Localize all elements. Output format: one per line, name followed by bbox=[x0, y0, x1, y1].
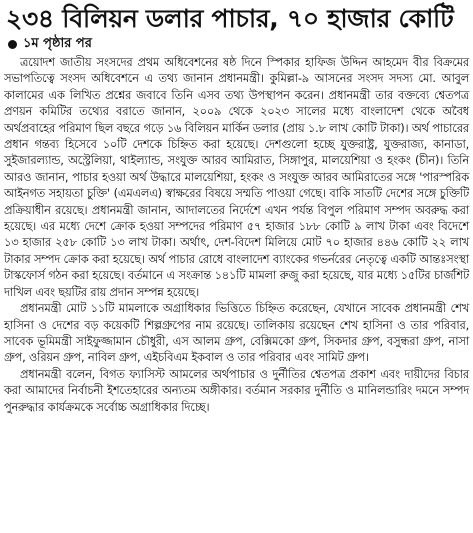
paragraph-3: প্রধানমন্ত্রী বলেন, বিগত ফ্যাসিস্ট আমলের অর্থপাচার ও দুর্নীতির শ্বেতপত্র প্রকাশ এবং দায়ীদের বিচার করা আমাদের নির্বাচনী ইশতেহারের অন্যতম অঙ্গীকার। বর্তমান সরকার দুর্নীতি ও মানিলন্ডারিং দমনে সম্পদ পুনরুদ্ধার কার্যক্রমকে সর্বোচ্চ অগ্রাধিকার দিচ্ছে। bbox=[4, 366, 469, 414]
continued-from-label bbox=[8, 36, 469, 52]
continued-text: ১ম পৃষ্ঠার পর bbox=[23, 36, 92, 51]
article-body bbox=[4, 54, 469, 415]
paragraph-2: প্রধানমন্ত্রী মোট ১১টি মামলাকে অগ্রাধিকার ভিত্তিতে চিহ্নিত করেছেন, যেখানে সাবেক প্রধানমন্ত্রী শেখ হাসিনা ও দেশের বড় কয়েকটি শিল্পগ্রুপের নাম রয়েছে। তালিকায় রয়েছেন শেখ হাসিনা ও তার পরিবার, সাবেক ভূমিমন্ত্রী সাইফুজ্জামান চৌধুরী, এস আলম গ্রুপ, বেক্সিমকো গ্রুপ, সিকদার গ্রুপ, বসুন্ধরা গ্রুপ, নাসা গ্রুপ, ওরিয়ন গ্রুপ, নাবিল গ্রুপ, এইচবিএম ইকবাল ও তার পরিবার এবং সামিট গ্রুপ। bbox=[4, 301, 469, 365]
paragraph-1: ত্রয়োদশ জাতীয় সংসদের প্রথম অধিবেশনের ষষ্ঠ দিনে স্পিকার হাফিজ উদ্দিন আহমেদ বীর বিক্রমের সভাপতিত্বে সংসদ অধিবেশনে এ তথ্য জানান প্রধানমন্ত্রী। কুমিল্লা-৯ আসনের সংসদ সদস্য মো. আবুল কালামের এক লিখিত প্রশ্নের জবাবে তিনি এসব তথ্য উপস্থাপন করেন। প্রধানমন্ত্রী তার বক্তব্যে শ্বেতপত্র প্রণয়ন কমিটির তথ্যের বরাতে জানান, ২০০৯ থেকে ২০২৩ সালের মধ্যে বাংলাদেশ থেকে অবৈধ অর্থপ্রবাহের পরিমাণ ছিল বছরে গড়ে ১৬ বিলিয়ন মার্কিন ডলার (প্রায় ১.৮ লাখ কোটি টাকা)। অর্থ পাচারের প্রধান গন্তব্য হিসেবে ১০টি দেশকে চিহ্নিত করা হয়েছে। দেশগুলো হচ্ছে যুক্তরাষ্ট্র, যুক্তরাজ্য, কানাডা, সুইজারল্যান্ড, অস্ট্রেলিয়া, থাইল্যান্ড, সংযুক্ত আরব আমিরাত, সিঙ্গাপুর, মালয়েশিয়া ও হংকং (চীন)। তিনি আরও জানান, পাচার হওয়া অর্থ উদ্ধারে মালয়েশিয়া, হংকং ও সংযুক্ত আরব আমিরাতের সঙ্গে 'পারস্পরিক আইনগত সহায়তা চুক্তি' (এমএলএ) স্বাক্ষরের বিষয়ে সম্মতি পাওয়া গেছে। বাকি সাতটি দেশের সঙ্গে চুক্তিটি প্রক্রিয়াধীন রয়েছে। প্রধানমন্ত্রী জানান, আদালতের নির্দেশে এখন পর্যন্ত বিপুল পরিমাণ সম্পদ অবরুদ্ধ করা হয়েছে। এর মধ্যে দেশে ক্রোক হওয়া সম্পদের পরিমাণ ৫৭ হাজার ১৮৮ কোটি ৯ লাখ টাকা এবং বিদেশে ১৩ হাজার ২৫৮ কোটি ১৩ লাখ টাকা। অর্থাৎ, দেশ-বিদেশ মিলিয়ে মোট ৭০ হাজার ৪৪৬ কোটি ২২ লাখ টাকার সম্পদ ক্রোক করা হয়েছে। অর্থ পাচার রোধে বাংলাদেশ ব্যাংকের গভর্নরের নেতৃত্বে একটি আন্তঃসংস্থা টাস্কফোর্স গঠন করা হয়েছে। বর্তমানে এ সংক্রান্ত ১৪১টি মামলা রুজু করা হয়েছে, যার মধ্যে ১৫টির চার্জশিট দাখিল এবং ছয়টির রায় প্রদান সম্পন্ন হয়েছে। bbox=[4, 55, 469, 299]
headline: ২৩৪ বিলিয়ন ডলার পাচার, ৭০ হাজার কোটি bbox=[6, 4, 454, 33]
bullet-icon bbox=[8, 40, 17, 49]
